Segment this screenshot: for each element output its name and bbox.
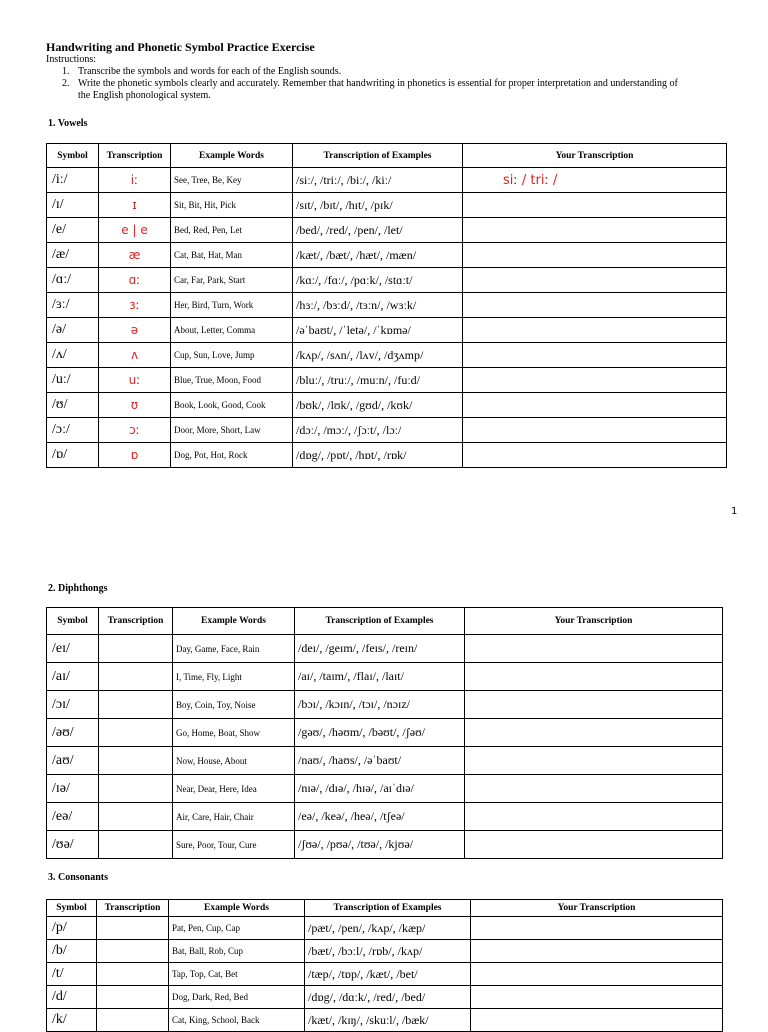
your-transcription-cell[interactable]	[463, 443, 727, 468]
your-transcription-cell[interactable]	[471, 986, 723, 1009]
transcription-cell[interactable]	[99, 747, 173, 775]
vowels-table	[46, 143, 727, 468]
your-transcription-cell[interactable]	[465, 635, 723, 663]
example-words-cell: Tap, Top, Cat, Bet	[169, 963, 305, 986]
transcription-cell[interactable]: ʊ	[99, 393, 171, 418]
symbol-cell: /iː/	[47, 168, 99, 193]
table-row	[47, 775, 723, 803]
symbol-cell: /d/	[47, 986, 97, 1009]
your-transcription-cell[interactable]	[465, 775, 723, 803]
symbol-cell: /ɔː/	[47, 418, 99, 443]
symbol-cell: /k/	[47, 1009, 97, 1032]
example-transcription-cell: /sɪt/, /bɪt/, /hɪt/, /pɪk/	[293, 193, 463, 218]
table-row	[47, 986, 723, 1009]
example-words-cell: See, Tree, Be, Key	[171, 168, 293, 193]
page-number: 1	[731, 506, 738, 517]
column-header-transcription-examples: Transcription of Examples	[295, 608, 465, 635]
transcription-cell[interactable]	[99, 775, 173, 803]
example-words-cell: Go, Home, Boat, Show	[173, 719, 295, 747]
example-words-cell: Now, House, About	[173, 747, 295, 775]
transcription-cell[interactable]: iː	[99, 168, 171, 193]
table-row	[47, 940, 723, 963]
your-transcription-cell[interactable]	[471, 917, 723, 940]
example-transcription-cell: /dɒg/, /pɒt/, /hɒt/, /rɒk/	[293, 443, 463, 468]
transcription-cell[interactable]: æ	[99, 243, 171, 268]
column-header-transcription: Transcription	[99, 144, 171, 168]
table-header-row	[47, 608, 723, 635]
column-header-example-words: Example Words	[169, 900, 305, 917]
symbol-cell: /ʊə/	[47, 831, 99, 859]
table-row	[47, 318, 727, 343]
transcription-cell[interactable]	[97, 940, 169, 963]
example-transcription-cell: /əˈbaʊt/, /ˈletə/, /ˈkɒmə/	[293, 318, 463, 343]
transcription-cell[interactable]: ɜː	[99, 293, 171, 318]
instruction-text: Write the phonetic symbols clearly and accurately. Remember that handwriting in phonetics is essential for proper interpretation and understanding of the English phonological system.	[78, 78, 678, 101]
example-words-cell: Sit, Bit, Hit, Pick	[171, 193, 293, 218]
symbol-cell: /eə/	[47, 803, 99, 831]
your-transcription-cell[interactable]	[465, 663, 723, 691]
example-words-cell: Car, Far, Park, Start	[171, 268, 293, 293]
symbol-cell: /ɪ/	[47, 193, 99, 218]
example-transcription-cell: /bɔɪ/, /kɔɪn/, /tɔɪ/, /nɔɪz/	[295, 691, 465, 719]
example-words-cell: Book, Look, Good, Cook	[171, 393, 293, 418]
table-header-row	[47, 900, 723, 917]
your-transcription-cell[interactable]	[463, 293, 727, 318]
transcription-cell[interactable]	[99, 719, 173, 747]
your-transcription-cell[interactable]	[465, 831, 723, 859]
table-row	[47, 368, 727, 393]
table-row	[47, 443, 727, 468]
symbol-cell: /p/	[47, 917, 97, 940]
your-transcription-cell[interactable]	[471, 1009, 723, 1032]
example-transcription-cell: /kæt/, /kɪŋ/, /skuːl/, /bæk/	[305, 1009, 471, 1032]
column-header-transcription-examples: Transcription of Examples	[293, 144, 463, 168]
example-transcription-cell: /eə/, /keə/, /heə/, /tʃeə/	[295, 803, 465, 831]
symbol-cell: /e/	[47, 218, 99, 243]
example-words-cell: Air, Care, Hair, Chair	[173, 803, 295, 831]
transcription-cell[interactable]	[99, 691, 173, 719]
column-header-symbol: Symbol	[47, 144, 99, 168]
example-words-cell: I, Time, Fly, Light	[173, 663, 295, 691]
your-transcription-cell[interactable]	[463, 268, 727, 293]
example-transcription-cell: /naʊ/, /haʊs/, /əˈbaʊt/	[295, 747, 465, 775]
column-header-symbol: Symbol	[47, 608, 99, 635]
table-row	[47, 343, 727, 368]
symbol-cell: /ə/	[47, 318, 99, 343]
table-row	[47, 218, 727, 243]
instruction-text: Transcribe the symbols and words for each of the English sounds.	[78, 66, 342, 77]
diphthongs-table	[46, 607, 723, 859]
table-row	[47, 193, 727, 218]
transcription-cell[interactable]: ə	[99, 318, 171, 343]
example-words-cell: Bed, Red, Pen, Let	[171, 218, 293, 243]
transcription-cell[interactable]	[97, 1009, 169, 1032]
column-header-your-transcription: Your Transcription	[471, 900, 723, 917]
symbol-cell: /ɪə/	[47, 775, 99, 803]
transcription-cell[interactable]: ʌ	[99, 343, 171, 368]
your-transcription-cell[interactable]	[463, 393, 727, 418]
example-words-cell: Blue, True, Moon, Food	[171, 368, 293, 393]
example-transcription-cell: /tæp/, /tɒp/, /kæt/, /bet/	[305, 963, 471, 986]
example-words-cell: Boy, Coin, Toy, Noise	[173, 691, 295, 719]
column-header-example-words: Example Words	[171, 144, 293, 168]
transcription-cell[interactable]: ɔː	[99, 418, 171, 443]
table-row	[47, 831, 723, 859]
symbol-cell: /ɔɪ/	[47, 691, 99, 719]
example-words-cell: Bat, Ball, Rob, Cup	[169, 940, 305, 963]
instruction-item	[62, 66, 682, 78]
example-words-cell: Her, Bird, Turn, Work	[171, 293, 293, 318]
symbol-cell: /aɪ/	[47, 663, 99, 691]
table-row	[47, 418, 727, 443]
symbol-cell: /uː/	[47, 368, 99, 393]
example-transcription-cell: /kʌp/, /sʌn/, /lʌv/, /dʒʌmp/	[293, 343, 463, 368]
example-transcription-cell: /aɪ/, /taɪm/, /flaɪ/, /laɪt/	[295, 663, 465, 691]
example-transcription-cell: /gəʊ/, /həʊm/, /bəʊt/, /ʃəʊ/	[295, 719, 465, 747]
example-words-cell: Near, Dear, Here, Idea	[173, 775, 295, 803]
symbol-cell: /əʊ/	[47, 719, 99, 747]
transcription-cell[interactable]: ɑː	[99, 268, 171, 293]
transcription-cell[interactable]	[99, 635, 173, 663]
your-transcription-cell[interactable]	[465, 803, 723, 831]
transcription-cell[interactable]: e | e	[99, 218, 171, 243]
example-transcription-cell: /bæt/, /bɔːl/, /rɒb/, /kʌp/	[305, 940, 471, 963]
example-words-cell: Day, Game, Face, Rain	[173, 635, 295, 663]
column-header-transcription: Transcription	[99, 608, 173, 635]
symbol-cell: /eɪ/	[47, 635, 99, 663]
symbol-cell: /æ/	[47, 243, 99, 268]
symbol-cell: /aʊ/	[47, 747, 99, 775]
table-row	[47, 917, 723, 940]
example-words-cell: Sure, Poor, Tour, Cure	[173, 831, 295, 859]
example-words-cell: About, Letter, Comma	[171, 318, 293, 343]
transcription-cell[interactable]	[99, 831, 173, 859]
example-words-cell: Door, More, Short, Law	[171, 418, 293, 443]
column-header-your-transcription: Your Transcription	[463, 144, 727, 168]
table-row	[47, 747, 723, 775]
symbol-cell: /ɜː/	[47, 293, 99, 318]
instruction-number: 2.	[62, 78, 70, 89]
table-row	[47, 268, 727, 293]
table-row	[47, 168, 727, 193]
your-transcription-cell[interactable]	[463, 368, 727, 393]
example-transcription-cell: /deɪ/, /geɪm/, /feɪs/, /reɪn/	[295, 635, 465, 663]
example-words-cell: Dog, Pot, Hot, Rock	[171, 443, 293, 468]
your-transcription-cell[interactable]	[471, 940, 723, 963]
example-transcription-cell: /bʊk/, /lʊk/, /gʊd/, /kʊk/	[293, 393, 463, 418]
instructions-label: Instructions:	[46, 54, 96, 65]
transcription-cell[interactable]	[97, 986, 169, 1009]
your-transcription-cell[interactable]	[463, 318, 727, 343]
your-transcription-cell[interactable]	[465, 719, 723, 747]
example-transcription-cell: /bed/, /red/, /pen/, /let/	[293, 218, 463, 243]
table-row	[47, 243, 727, 268]
transcription-cell[interactable]	[97, 917, 169, 940]
symbol-cell: /ɑː/	[47, 268, 99, 293]
example-words-cell: Cup, Sun, Love, Jump	[171, 343, 293, 368]
column-header-transcription: Transcription	[97, 900, 169, 917]
example-transcription-cell: /bluː/, /truː/, /muːn/, /fuːd/	[293, 368, 463, 393]
example-words-cell: Cat, King, School, Back	[169, 1009, 305, 1032]
symbol-cell: /b/	[47, 940, 97, 963]
your-transcription-cell[interactable]	[463, 418, 727, 443]
example-transcription-cell: /dɔː/, /mɔː/, /ʃɔːt/, /lɔː/	[293, 418, 463, 443]
example-transcription-cell: /siː/, /triː/, /biː/, /kiː/	[293, 168, 463, 193]
your-transcription-cell[interactable]	[463, 218, 727, 243]
symbol-cell: /ɒ/	[47, 443, 99, 468]
example-transcription-cell: /ʃʊə/, /pʊə/, /tʊə/, /kjʊə/	[295, 831, 465, 859]
your-transcription-cell[interactable]	[463, 193, 727, 218]
example-words-cell: Dog, Dark, Red, Bed	[169, 986, 305, 1009]
transcription-cell[interactable]	[99, 803, 173, 831]
table-row	[47, 691, 723, 719]
example-transcription-cell: /dɒg/, /dɑːk/, /red/, /bed/	[305, 986, 471, 1009]
instructions-list	[62, 66, 682, 102]
example-transcription-cell: /pæt/, /pen/, /kʌp/, /kæp/	[305, 917, 471, 940]
example-transcription-cell: /nɪə/, /dɪə/, /hɪə/, /aɪˈdɪə/	[295, 775, 465, 803]
table-row	[47, 635, 723, 663]
example-transcription-cell: /hɜː/, /bɜːd/, /tɜːn/, /wɜːk/	[293, 293, 463, 318]
table-header-row	[47, 144, 727, 168]
table-row	[47, 293, 727, 318]
table-row	[47, 1009, 723, 1032]
symbol-cell: /ʌ/	[47, 343, 99, 368]
your-transcription-cell[interactable]	[463, 243, 727, 268]
table-row	[47, 663, 723, 691]
symbol-cell: /ʊ/	[47, 393, 99, 418]
table-row	[47, 393, 727, 418]
example-transcription-cell: /kɑː/, /fɑː/, /pɑːk/, /stɑːt/	[293, 268, 463, 293]
example-words-cell: Pat, Pen, Cup, Cap	[169, 917, 305, 940]
column-header-your-transcription: Your Transcription	[465, 608, 723, 635]
column-header-symbol: Symbol	[47, 900, 97, 917]
consonants-table	[46, 899, 723, 1032]
transcription-cell[interactable]: ɪ	[99, 193, 171, 218]
your-transcription-cell[interactable]: siː / triː /	[463, 168, 727, 193]
instruction-number: 1.	[62, 66, 70, 77]
table-row	[47, 719, 723, 747]
transcription-cell[interactable]	[97, 963, 169, 986]
diphthongs-section-title: 2. Diphthongs	[48, 583, 108, 594]
symbol-cell: /t/	[47, 963, 97, 986]
your-transcription-cell[interactable]	[463, 343, 727, 368]
example-words-cell: Cat, Bat, Hat, Man	[171, 243, 293, 268]
transcription-cell[interactable]: ɒ	[99, 443, 171, 468]
document-title: Handwriting and Phonetic Symbol Practice Exercise	[46, 40, 315, 54]
vowels-section-title: 1. Vowels	[48, 118, 88, 129]
transcription-cell[interactable]: uː	[99, 368, 171, 393]
column-header-example-words: Example Words	[173, 608, 295, 635]
instruction-item	[62, 78, 682, 102]
your-transcription-cell[interactable]	[465, 747, 723, 775]
consonants-section-title: 3. Consonants	[48, 872, 109, 883]
column-header-transcription-examples: Transcription of Examples	[305, 900, 471, 917]
example-transcription-cell: /kæt/, /bæt/, /hæt/, /mæn/	[293, 243, 463, 268]
table-row	[47, 803, 723, 831]
your-transcription-cell[interactable]	[471, 963, 723, 986]
your-transcription-cell[interactable]	[465, 691, 723, 719]
table-row	[47, 963, 723, 986]
transcription-cell[interactable]	[99, 663, 173, 691]
